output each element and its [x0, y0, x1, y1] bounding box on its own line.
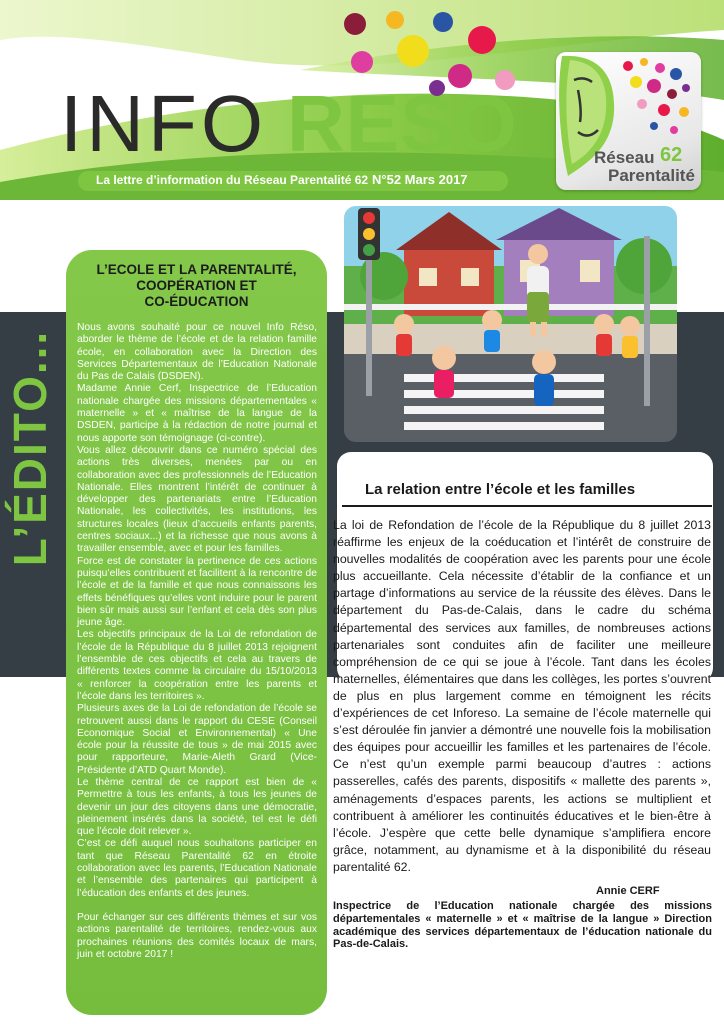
issue-number: N°52 Mars 2017 [372, 172, 468, 187]
edito-paragraph: Madame Annie Cerf, Inspectrice de l’Education nationale chargée des missions départementales « maternelle » et « maîtrise de la langue de la DSDEN, participe à la rédaction de notre journal et nous apporte son témoignage (ci-contre). [77, 383, 317, 444]
edito-paragraph: Nous avons souhaité pour ce nouvel Info Réso, aborder le thème de l’école et de la relation famille école, en collaboration avec la Direction des Services Départementaux de l’Education Nationale du Pas de Calais (DSDEN). [77, 322, 317, 383]
article-title-rule [342, 505, 712, 507]
edito-paragraph: Pour échanger sur ces différents thèmes et sur vos actions parentalité de territoires, rendez-vous aux prochaines réunions des comités locaux de mars, juin et octobre 2017 ! [77, 911, 317, 960]
edito-column [66, 250, 327, 1015]
edito-title [66, 262, 327, 310]
logo-reso-text: RESO [287, 79, 518, 168]
article-body: La loi de Refondation de l’école de la République du 8 juillet 2013 réaffirme les enjeux de la coéducation et l’intérêt de construire de nouvelles modalités de coopération avec les parents pour une école plus accueillante. Cela nécessite d’établir de la confiance et un partage d’informations au service de la réussite des élèves. Dans le département du Pas-de-Calais, dans le cadre du schéma départemental des services aux familles, de nombreuses actions partenariales sont conduites afin de faciliter une meilleure compréhension de ce qui se joue à l’école. Tant dans les écoles maternelles, élémentaires que dans les collèges, les portes s’ouvrent de plus en plus largement comme en témoignent les récits d’expériences de cet Inforeso. La semaine de l’école maternelle qui s’est déroulée fin janvier a démontré une nouvelle fois la mobilisation des équipes pour accueillir les familles et les partenaires de l’école. Ce n’est qu’un exemple parmi beaucoup d’autres : actions passerelles, cafés des parents, dispositifs « mallette des parents », aménagements d’espaces parents, les actions se multiplient et contribuent à améliorer les continuités éducatives et le bien-être à l’école. J’espère que cette belle dynamique s’amplifiera encore grâce, notamment, au dynamisme et à la disponibilité du réseau parentalité 62. [333, 518, 711, 874]
reseau-logo-number: 62 [660, 144, 683, 166]
edito-body [77, 322, 317, 961]
edito-title-line: CO-ÉDUCATION [144, 294, 249, 309]
reseau-logo-subtitle: Parentalité [608, 166, 695, 185]
newsletter-tagline: La lettre d’information du Réseau Parentalité 62 [96, 173, 369, 187]
edito-paragraph: Force est de constater la pertinence de ces actions puisqu’elles contribuent et facilitent à la rencontre de l’école et de la famille et que nous connaissons les effets bénéfiques qu’elles vont induire pour le parent bien sûr mais aussi sur l’enfant et cela dès son plus jeune âge. [77, 555, 317, 629]
school-crossing-illustration [344, 206, 677, 442]
logo-info-text: INFO [60, 79, 268, 168]
reseau-logo [556, 52, 701, 190]
edito-paragraph: C’est ce défi auquel nous souhaitons participer en tant que Réseau Parentalité 62 en étroite collaboration avec les parents, l’Education Nationale et l’ensemble des partenaires qui participent à l’éducation des enfants et des jeunes. [77, 838, 317, 899]
signature-role: Inspectrice de l’Education nationale chargée des missions départementales « maternelle » et « maîtrise de la langue » Direction académique des services départementaux de l’éducation nationale du Pas-de-Calais. [333, 900, 712, 951]
signature-name: Annie CERF [596, 885, 660, 897]
reseau-logo-name: Réseau [594, 148, 655, 167]
edito-title-line: COOPÉRATION ET [136, 278, 257, 293]
edito-paragraph: Le thème central de ce rapport est bien de « Permettre à tous les enfants, à tous les jeunes de devenir un jour des citoyens dans une démocratie, pleinement insérés dans la société, tel est le défi que l’école doit relever ». [77, 776, 317, 838]
edito-paragraph: Plusieurs axes de la Loi de refondation de l’école se retrouvent aussi dans le rapport du CESE (Conseil Economique Social et Environnemental) « Une école pour la réussite de tous » de mai 2015 avec pour rapporteure, Marie-Aleth Grard (Vice-Présidente d’ATD Quart Monde). [77, 703, 317, 776]
edito-title-line: L’ECOLE ET LA PARENTALITÉ, [96, 262, 297, 277]
edito-paragraph: Les objectifs principaux de la Loi de refondation de l’école de la République du 8 juillet 2013 rejoignent l’ensemble de ces objectifs et cela au travers de différents textes comme la circulaire du 15/10/2013 « renforcer la coopération entre les parents et l’école dans les territoires ». [77, 629, 317, 702]
edito-paragraph: Vous allez découvrir dans ce numéro spécial des actions très diverses, menées par ou en collaboration avec des professionnels de l’Education Nationale. Elles montrent l’intérêt de continuer à développer des partenariats entre l’Education Nationale, les collectivités, les institutions, les structures locales (lieux d’accueils enfants parents, centres sociaux...) et la richesse que nous avons à travailler ensemble, avec et pour les familles. [77, 444, 317, 555]
article-title: La relation entre l’école et les familles [365, 481, 636, 498]
edito-section-label: L’ÉDITO... [4, 329, 56, 567]
